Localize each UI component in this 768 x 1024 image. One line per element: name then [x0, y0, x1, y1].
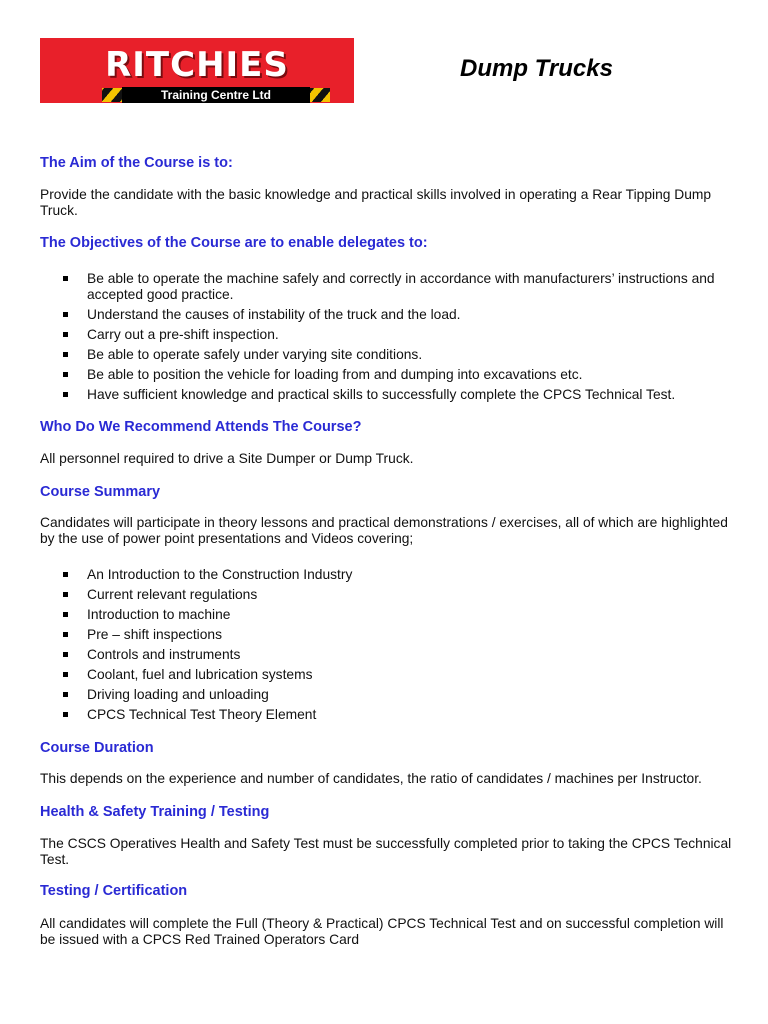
heading-audience: Who Do We Recommend Attends The Course? — [40, 419, 362, 435]
bullet-icon — [63, 592, 68, 597]
bullet-icon — [63, 572, 68, 577]
bullet-icon — [63, 632, 68, 637]
bullet-icon — [63, 372, 68, 377]
summary-text: Candidates will participate in theory lessons and practical demonstrations / exercises, all of which are highlighted by the use of power point presentations and Videos covering; — [40, 515, 728, 546]
list-item: Pre – shift inspections — [40, 627, 740, 643]
heading-safety: Health & Safety Training / Testing — [40, 804, 270, 820]
bullet-icon — [63, 712, 68, 717]
list-item: Controls and instruments — [40, 647, 740, 663]
list-item: Coolant, fuel and lubrication systems — [40, 667, 740, 683]
certification-text: All candidates will complete the Full (Theory & Practical) CPCS Technical Test and on successful completion will be issued with a CPCS Red Trained Operators Card — [40, 916, 724, 947]
bullet-icon — [63, 392, 68, 397]
list-item: Be able to operate the machine safely and correctly in accordance with manufacturers’ instructions and accepted good practice. — [40, 271, 740, 303]
summary-list — [40, 567, 740, 727]
audience-text: All personnel required to drive a Site Dumper or Dump Truck. — [40, 451, 414, 466]
heading-aim: The Aim of the Course is to: — [40, 155, 233, 171]
list-item: Introduction to machine — [40, 607, 740, 623]
list-item: Driving loading and unloading — [40, 687, 740, 703]
duration-text: This depends on the experience and number of candidates, the ratio of candidates / machines per Instructor. — [40, 771, 702, 786]
bullet-icon — [63, 332, 68, 337]
list-item: Understand the causes of instability of the truck and the load. — [40, 307, 740, 323]
heading-summary: Course Summary — [40, 484, 161, 500]
bullet-icon — [63, 692, 68, 697]
objectives-list — [40, 271, 740, 407]
heading-certification: Testing / Certification — [40, 883, 188, 899]
safety-text: The CSCS Operatives Health and Safety Test must be successfully completed prior to taking the CPCS Technical Test. — [40, 836, 732, 867]
ritchies-logo — [40, 38, 354, 103]
logo-subtitle: Training Centre Ltd — [122, 87, 310, 103]
list-item: Be able to position the vehicle for loading from and dumping into excavations etc. — [40, 367, 740, 383]
bullet-icon — [63, 352, 68, 357]
list-item: Have sufficient knowledge and practical skills to successfully complete the CPCS Technical Test. — [40, 387, 740, 403]
bullet-icon — [63, 612, 68, 617]
heading-duration: Course Duration — [40, 740, 154, 756]
list-item: Current relevant regulations — [40, 587, 740, 603]
bullet-icon — [63, 276, 68, 281]
document-title: Dump Trucks — [460, 55, 613, 82]
list-item: An Introduction to the Construction Industry — [40, 567, 740, 583]
bullet-icon — [63, 672, 68, 677]
aim-text: Provide the candidate with the basic knowledge and practical skills involved in operating a Rear Tipping Dump Truck. — [40, 187, 712, 218]
list-item: Be able to operate safely under varying site conditions. — [40, 347, 740, 363]
bullet-icon — [63, 652, 68, 657]
list-item: CPCS Technical Test Theory Element — [40, 707, 740, 723]
bullet-icon — [63, 312, 68, 317]
heading-objectives: The Objectives of the Course are to enable delegates to: — [40, 235, 428, 251]
list-item: Carry out a pre-shift inspection. — [40, 327, 740, 343]
logo-brand-text: RITCHIES — [105, 45, 289, 85]
